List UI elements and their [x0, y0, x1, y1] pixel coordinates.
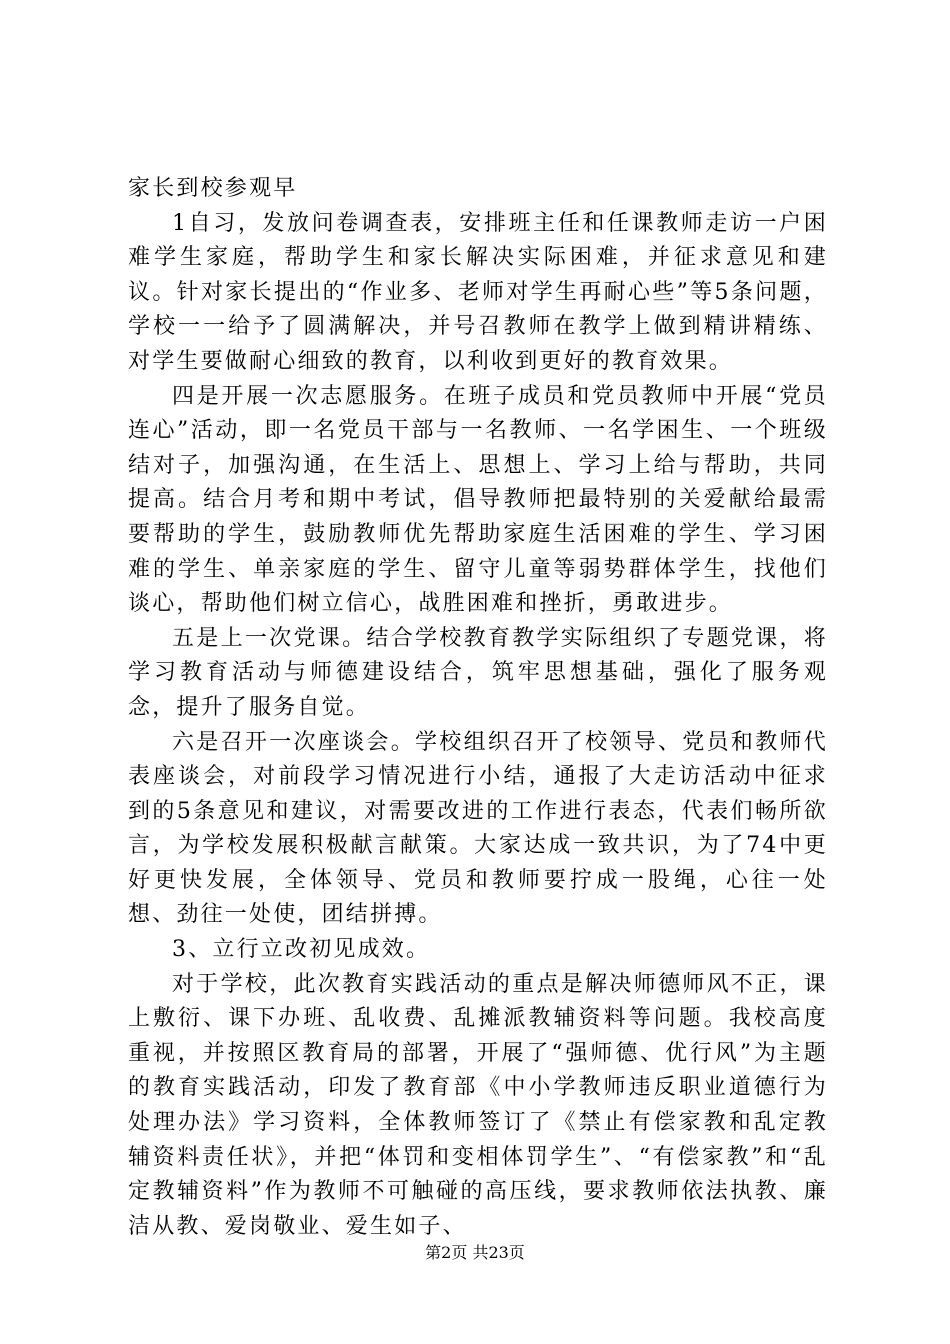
paragraph-volunteer-service: 四是开展一次志愿服务。在班子成员和党员教师中开展“党员连心”活动，即一名党员干部与一名教师、一名学困生、一个班级结对子，加强沟通，在生活上、思想上、学习上给与帮助，共同提高。结合月考和期中考试，倡导教师把最特别的关爱献给最需要帮助的学生，鼓励教师优先帮助家庭生活困难的学生、学习困难的学生、单亲家庭的学生、留守儿童等弱势群体学生，找他们谈心，帮助他们树立信心，战胜困难和挫折，勇敢进步。: [128, 383, 828, 617]
paragraph-symposium: 六是召开一次座谈会。学校组织召开了校领导、党员和教师代表座谈会，对前段学习情况进行小结，通报了大走访活动中征求到的5条意见和建议，对需要改进的工作进行表态，代表们畅所欲言，为学校发展积极献言献策。大家达成一致共识，为了74中更好更快发展，全体领导、党员和教师要拧成一股绳，心往一处想、劲往一处使，团结拼搏。: [128, 729, 828, 928]
document-body: [128, 172, 828, 1244]
paragraph-continuation: 家长到校参观早: [128, 176, 298, 201]
paragraph-teacher-ethics: 对于学校，此次教育实践活动的重点是解决师德师风不正，课上敷衍、课下办班、乱收费、乱摊派教辅资料等问题。我校高度重视，并按照区教育局的部署，开展了“强师德、优行风”为主题的教育实践活动，印发了教育部《中小学教师违反职业道德行为处理办法》学习资料，全体教师签订了《禁止有偿家教和乱定教辅资料责任状》，并把“体罚和变相体罚学生”、“有偿家教”和“乱定教辅资料”作为教师不可触碰的高压线，要求教师依法执教、廉洁从教、爱岗敬业、爱生如子、: [128, 971, 828, 1239]
page-number-footer: 第2页 共23页: [425, 1243, 525, 1262]
section-heading-results: 3、立行立改初见成效。: [172, 937, 431, 963]
paragraph-party-lecture: 五是上一次党课。结合学校教育教学实际组织了专题党课，将学习教育活动与师德建设结合，筑牢思想基础，强化了服务观念，提升了服务自觉。: [128, 625, 828, 720]
paragraph-self-study: 1自习，发放问卷调查表，安排班主任和任课教师走访一户困难学生家庭，帮助学生和家长解决实际困难，并征求意见和建议。针对家长提出的“作业多、老师对学生再耐心些”等5条问题，学校一一给予了圆满解决，并号召教师在教学上做到精讲精练、对学生要做耐心细致的教育，以利收到更好的教育效果。: [128, 210, 828, 374]
